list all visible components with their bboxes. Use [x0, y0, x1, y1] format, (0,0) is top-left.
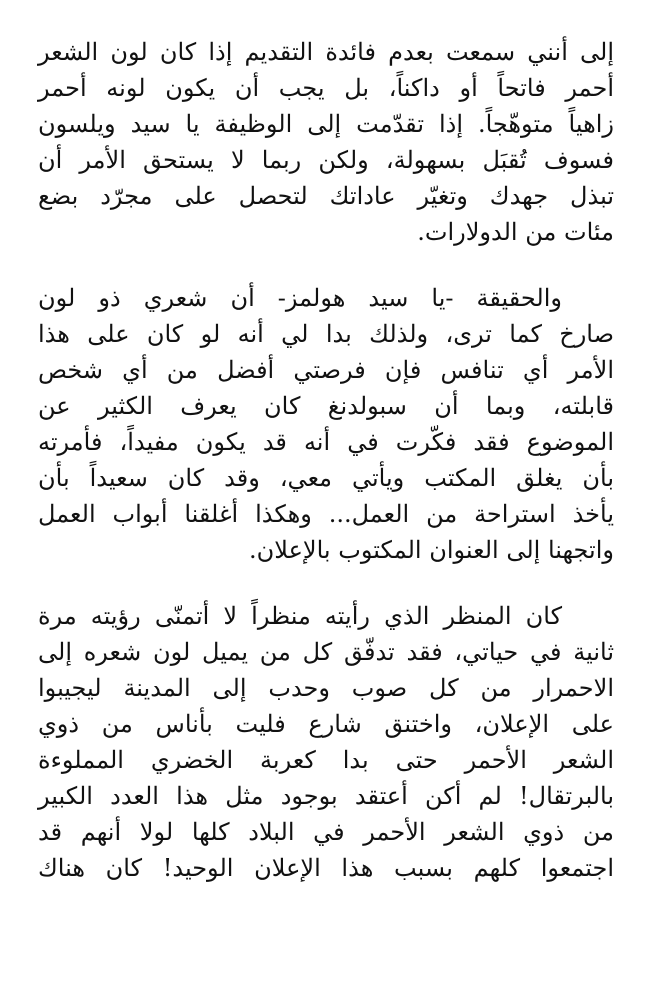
text-line: كان المنظر الذي رأيته منظراً لا أتمنّى رؤيته مرة: [38, 602, 562, 630]
text-line: الأمر أي تنافس فإن فرصتي أفضل من أي شخص: [38, 356, 614, 384]
text-line: بأن يغلق المكتب ويأتي معي، وقد كان سعيداً بأن: [38, 464, 614, 492]
text-line: زاهياً متوهّجاً. إذا تقدّمت إلى الوظيفة يا سيد ويلسون: [38, 110, 614, 138]
text-line: الاحمرار من كل صوب وحدب إلى المدينة ليجيبوا: [38, 674, 614, 702]
text-line: صارخ كما ترى، ولذلك بدا لي أنه لو كان على هذا: [38, 320, 614, 348]
text-line: الشعر الأحمر حتى بدا كعربة الخضري المملوءة: [38, 746, 614, 774]
text-line: قابلته، وبما أن سبولدنغ كان يعرف الكثير عن: [38, 392, 614, 420]
paragraph-2: [38, 280, 614, 568]
text-line: على الإعلان، واختنق شارع فليت بأناس من ذوي: [38, 710, 614, 738]
text-line: اجتمعوا كلهم بسبب هذا الإعلان الوحيد! كان هناك: [38, 854, 614, 882]
text-line: والحقيقة -يا سيد هولمز- أن شعري ذو لون: [38, 284, 562, 312]
text-line: أحمر فاتحاً أو داكناً، بل يجب أن يكون لونه أحمر: [38, 74, 614, 102]
text-line: مئات من الدولارات.: [417, 218, 614, 246]
text-line: بالبرتقال! لم أكن أعتقد بوجود مثل هذا العدد الكبير: [38, 782, 614, 810]
text-line: فسوف تُقبَل بسهولة، ولكن ربما لا يستحق الأمر أن: [38, 146, 614, 174]
paragraph-3: [38, 598, 614, 886]
text-line: تبذل جهدك وتغيّر عاداتك لتحصل على مجرّد بضع: [38, 182, 614, 210]
text-line: ثانية في حياتي، فقد تدفّق كل من يميل لون شعره إلى: [38, 638, 614, 666]
text-line: واتجهنا إلى العنوان المكتوب بالإعلان.: [249, 536, 614, 564]
text-line: الموضوع فقد فكّرت في أنه قد يكون مفيداً، فأمرته: [38, 428, 614, 456]
paragraph-1: [38, 34, 614, 250]
text-line: من ذوي الشعر الأحمر في البلاد كلها لولا أنهم قد: [38, 818, 614, 846]
text-line: إلى أنني سمعت بعدم فائدة التقديم إذا كان لون الشعر: [38, 38, 614, 66]
text-line: يأخذ استراحة من العمل... وهكذا أغلقنا أبواب العمل: [38, 500, 614, 528]
body-text: [38, 34, 614, 916]
